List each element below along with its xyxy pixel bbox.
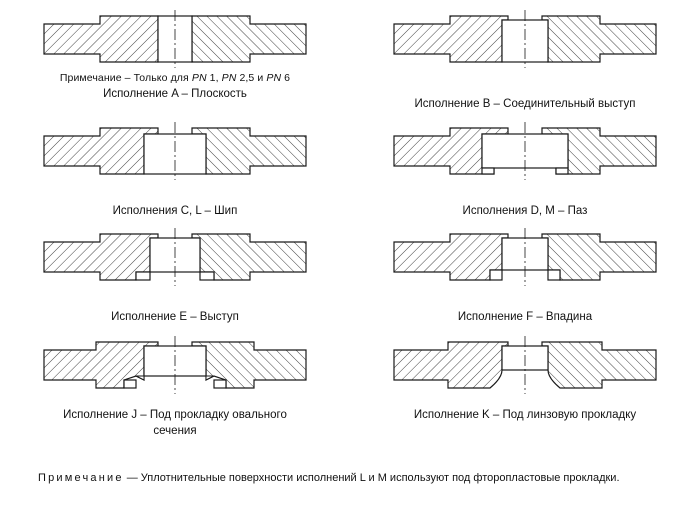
figure-cell-flange-k <box>350 332 700 458</box>
flange-diagram-b <box>390 8 660 70</box>
flange-diagram-k <box>390 332 660 398</box>
figure-cell-flange-cl <box>0 120 350 226</box>
footnote-label: Примечание <box>38 472 124 484</box>
figure-caption-j: Исполнение J – Под прокладку овального сечения <box>63 409 287 437</box>
figure-caption-f: Исполнение F – Впадина <box>457 311 593 323</box>
figure-grid <box>0 8 700 458</box>
footnote-text: Уплотнительные поверхности исполнений L и M используют под фторопластовые прокладки. <box>140 472 620 484</box>
figure-cell-flange-a <box>0 8 350 120</box>
flange-diagram-dm <box>390 120 660 182</box>
figure-caption-b: Исполнение B – Соединительный выступ <box>414 98 636 110</box>
figure-caption-cl: Исполнения C, L – Шип <box>112 205 238 217</box>
flange-diagram-a <box>40 8 310 70</box>
flange-diagram-f <box>390 226 660 288</box>
figure-cell-flange-b <box>350 8 700 120</box>
figure-caption-dm: Исполнения D, M – Паз <box>462 205 588 217</box>
sheet-footnote <box>38 470 678 487</box>
figure-caption-k: Исполнение K – Под линзовую прокладку <box>413 409 637 421</box>
flange-diagram-cl <box>40 120 310 182</box>
footnote-dash: — <box>126 472 138 484</box>
flange-diagram-e <box>40 226 310 288</box>
figure-note-a: Примечание – Только для PN 1, PN 2,5 и PN 6 <box>59 72 291 84</box>
figure-caption-a: Исполнение A – Плоскость <box>103 88 247 100</box>
figure-cell-flange-j <box>0 332 350 458</box>
figure-cell-flange-f <box>350 226 700 332</box>
figure-cell-flange-dm <box>350 120 700 226</box>
flange-diagram-j <box>40 332 310 398</box>
figure-cell-flange-e <box>0 226 350 332</box>
figure-caption-e: Исполнение E – Выступ <box>111 311 239 323</box>
